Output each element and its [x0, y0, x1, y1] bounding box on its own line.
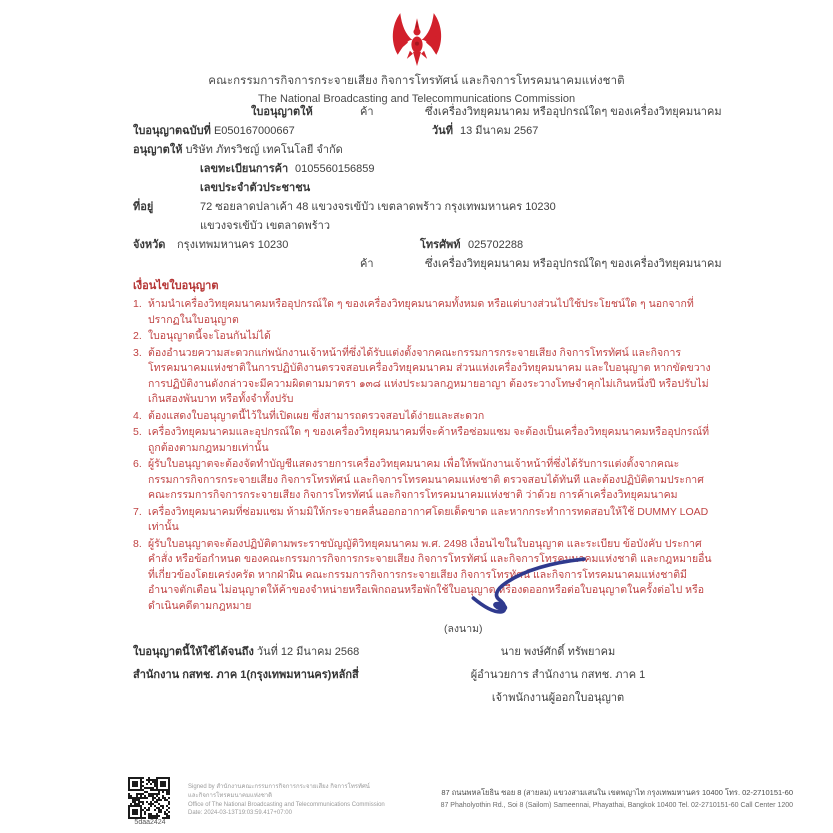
address-label: ที่อยู่: [133, 201, 154, 213]
qr-caption: 5daa2424: [134, 819, 166, 826]
condition-item: [133, 537, 713, 615]
issue-date-value: 13 มีนาคม 2567: [460, 125, 539, 137]
condition-item: [133, 457, 713, 504]
action-repeat: ค้า: [360, 258, 374, 270]
org-name-english: The National Broadcasting and Telecommunications Commission: [257, 93, 576, 105]
condition-text: ต้องอำนวยความสะดวกแก่พนักงานเจ้าหน้าที่ซึ่งได้รับแต่งตั้งจากคณะกรรมการกระจายเสียง กิจการโทรทัศน์ และกิจการโทรคมนาคมแห่งชาติในการปฏิบัติงานตรวจสอบเครื่องวิทยุคมนาคม ส่วนแห่งเครื่องวิทยุคมนาคม และใบอนุญาต หากขัดขวางการปฏิบัติงานดังกล่าวจะมีความผิดตามมาตรา ๑๓๘ แห่งประมวลกฎหมายอาญา ต้องระวางโทษจำคุกไม่เกินหนึ่งปี หรือปรับไม่เกินสองพันบาท หรือทั้งจำทั้งปรับ: [148, 346, 711, 405]
license-type-prefix: ใบอนุญาตให้: [251, 106, 313, 118]
condition-text: ผู้รับใบอนุญาตจะต้องปฏิบัติตามพระราชบัญญัติวิทยุคมนาคม พ.ศ. 2498 เงื่อนไขในใบอนุญาต และระเบียบ ข้อบังคับ ประกาศ คำสั่ง หรือข้อกำหนด ของคณะกรรมการกิจการกระจายเสียง กิจการโทรทัศน์ และกิจการโทรคมนาคมแห่งชาติ และกฎหมายอื่นที่เกี่ยวข้องโดยเคร่งครัด หากฝ่าฝืน คณะกรรมการกิจการกระจายเสียง กิจการโทรทัศน์ และกิจการโทรคมนาคมแห่งชาติมีอำนาจตักเตือน ไม่อนุญาตให้ค้าของจำหน่ายหรือเพิกถอนหรือพักใช้ใบอนุญาต หรืองดออกหรือต่อใบอนุญาตในครั้งต่อไป หรือดำเนินคดีตามกฎหมาย: [148, 537, 712, 612]
citizen-id-row: [133, 179, 713, 198]
address-row: [133, 198, 713, 217]
condition-number: 3.: [133, 346, 142, 359]
citizen-id-label: เลขประจำตัวประชาชน: [200, 182, 311, 194]
signed-by-line1: Signed by สำนักงานคณะกรรมการกิจการกระจายเสียง กิจการโทรทัศน์: [188, 784, 370, 790]
trade-reg-row: [133, 160, 713, 179]
province-value: กรุงเทพมหานคร 10230: [177, 239, 289, 251]
address-row2: [133, 217, 713, 236]
digital-signature-block: [188, 783, 385, 818]
valid-until-date: วันที่ 12 มีนาคม 2568: [256, 646, 360, 658]
condition-item: [133, 297, 713, 328]
signed-by-line2: และกิจการโทรคมนาคมแห่งชาติ: [188, 792, 273, 799]
office-address-english: 87 Phaholyothin Rd., Soi 8 (Sailom) Sameennai, Phayathai, Bangkok 10400 Tel. 02-2710151-60 Call Center 1200: [440, 802, 793, 809]
signed-by-line4: Date: 2024-03-13T19:03:59.417+07:00: [188, 810, 292, 817]
conditions-header: เงื่อนไขใบอนุญาต: [133, 280, 219, 292]
subject-repeat: ซึ่งเครื่องวิทยุคมนาคม หรืออุปกรณ์ใดๆ ของเครื่องวิทยุคมนาคม: [425, 258, 722, 270]
condition-item: [133, 505, 713, 536]
condition-item: [133, 329, 713, 345]
grantee-row: [133, 141, 713, 160]
grantee-label: อนุญาตให้: [133, 144, 183, 156]
qr-code: [128, 777, 170, 824]
license-type-row: [133, 103, 722, 122]
license-type-action: ค้า: [360, 106, 374, 118]
issue-date-label: วันที่: [432, 125, 453, 137]
condition-text: ห้ามนำเครื่องวิทยุคมนาคมหรืออุปกรณ์ใด ๆ ของเครื่องวิทยุคมนาคมทั้งหมด หรือแต่บางส่วนไปใช้ประโยชน์ใด ๆ นอกจากที่ปรากฏในใบอนุญาต: [148, 298, 694, 326]
validity-block: [133, 641, 359, 686]
condition-text: ใบอนุญาตนี้จะโอนกันไม่ได้: [148, 330, 271, 342]
conditions-list: [133, 297, 713, 614]
license-body: [133, 103, 722, 615]
condition-number: 8.: [133, 537, 142, 550]
condition-text: เครื่องวิทยุคมนาคมและอุปกรณ์ใด ๆ ของเครื่องวิทยุคมนาคมที่จะค้าหรือซ่อมแซม จะต้องเป็นเครื่องวิทยุคมนาคมหรืออุปกรณ์ที่ถูกต้องตามกฎหมายเท่านั้น: [148, 426, 710, 454]
condition-number: 5.: [133, 426, 142, 438]
license-number-row: [133, 122, 713, 141]
phone-label: โทรศัพท์: [420, 239, 461, 251]
condition-item: [133, 346, 713, 408]
signer-role: เจ้าพนักงานผู้ออกใบอนุญาต: [491, 692, 625, 704]
office-address-block: [441, 786, 793, 812]
trade-reg-label: เลขทะเบียนการค้า: [200, 163, 289, 175]
address-line2: แขวงจรเข้บัว เขตลาดพร้าว: [200, 220, 331, 232]
condition-number: 4.: [133, 409, 142, 422]
condition-number: 1.: [133, 298, 142, 310]
license-number-value: E050167000667: [213, 125, 295, 137]
office-address-thai: 87 ถนนพหลโยธิน ซอย 8 (สายลม) แขวงสามเสนใน เขตพญาไท กรุงเทพมหานคร 10400 โทร. 02-2710151-60: [441, 788, 793, 797]
license-number-label: ใบอนุญาตฉบับที่: [133, 125, 211, 137]
valid-until-line: [133, 641, 359, 664]
province-row: [133, 236, 713, 255]
letterhead: [0, 4, 833, 105]
trade-reg-value: 0105560156859: [295, 163, 375, 175]
address-line1: 72 ซอยลาดปลาเค้า 48 แขวงจรเข้บัว เขตลาดพร้าว กรุงเทพมหานคร 10230: [200, 201, 556, 213]
org-name-thai: คณะกรรมการกิจการกระจายเสียง กิจการโทรทัศน์ และกิจการโทรคมนาคมแห่งชาติ: [208, 75, 625, 87]
condition-number: 7.: [133, 505, 142, 518]
condition-text: เครื่องวิทยุคมนาคมที่ซ่อมแซม ห้ามมิให้กระจายคลื่นออกอากาศโดยเด็ดขาด และหากกระทำการทดสอบให้ใช้ DUMMY LOAD เท่านั้น: [148, 505, 709, 533]
signer-block: [443, 641, 673, 710]
condition-number: 6.: [133, 458, 142, 470]
issuing-office: สำนักงาน กสทช. ภาค 1(กรุงเทพมหานคร)หลักสี่: [133, 668, 359, 681]
grantee-value: บริษัท ภัทรวิชญ์ เทคโนโลยี จำกัด: [185, 144, 343, 156]
signer-title: ผู้อำนวยการ สำนักงาน กสทช. ภาค 1: [470, 669, 646, 681]
province-label: จังหวัด: [133, 239, 166, 251]
condition-text: ต้องแสดงใบอนุญาตนี้ไว้ในที่เปิดเผย ซึ่งสามารถตรวจสอบได้ง่ายและสะดวก: [148, 409, 485, 422]
phone-value: 025702288: [468, 239, 524, 251]
condition-number: 2.: [133, 330, 142, 342]
signature-stroke: [462, 556, 592, 628]
signer-name: นาย พงษ์ศักดิ์ ทรัพยาคม: [500, 646, 616, 658]
action-repeat-row: [133, 255, 722, 274]
license-type-subject: ซึ่งเครื่องวิทยุคมนาคม หรืออุปกรณ์ใดๆ ของเครื่องวิทยุคมนาคม: [425, 106, 722, 118]
garuda-emblem-icon: [386, 4, 448, 70]
condition-text: ผู้รับใบอนุญาตจะต้องจัดทำบัญชีแสดงรายการเครื่องวิทยุคมนาคม เพื่อให้พนักงานเจ้าหน้าที่ซึ่งได้รับการแต่งตั้งจากคณะกรรมการกิจการกระจายเสียง กิจการโทรทัศน์ และกิจการโทรคมนาคมแห่งชาติ ตรวจสอบได้ทันที และต้องปฏิบัติตามประกาศ คณะกรรมการกิจการกระจายเสียง กิจการโทรทัศน์ และกิจการโทรคมนาคมแห่งชาติ ว่าด้วย การค้าเครื่องวิทยุคมนาคม: [148, 458, 704, 501]
sign-here-label: (ลงนาม): [444, 623, 483, 635]
signed-by-line3: Office of The National Broadcasting and Telecommunications Commission: [188, 801, 385, 808]
condition-item: [133, 409, 713, 425]
valid-until-label: ใบอนุญาตนี้ให้ใช้ได้จนถึง: [133, 646, 254, 658]
condition-item: [133, 425, 713, 456]
